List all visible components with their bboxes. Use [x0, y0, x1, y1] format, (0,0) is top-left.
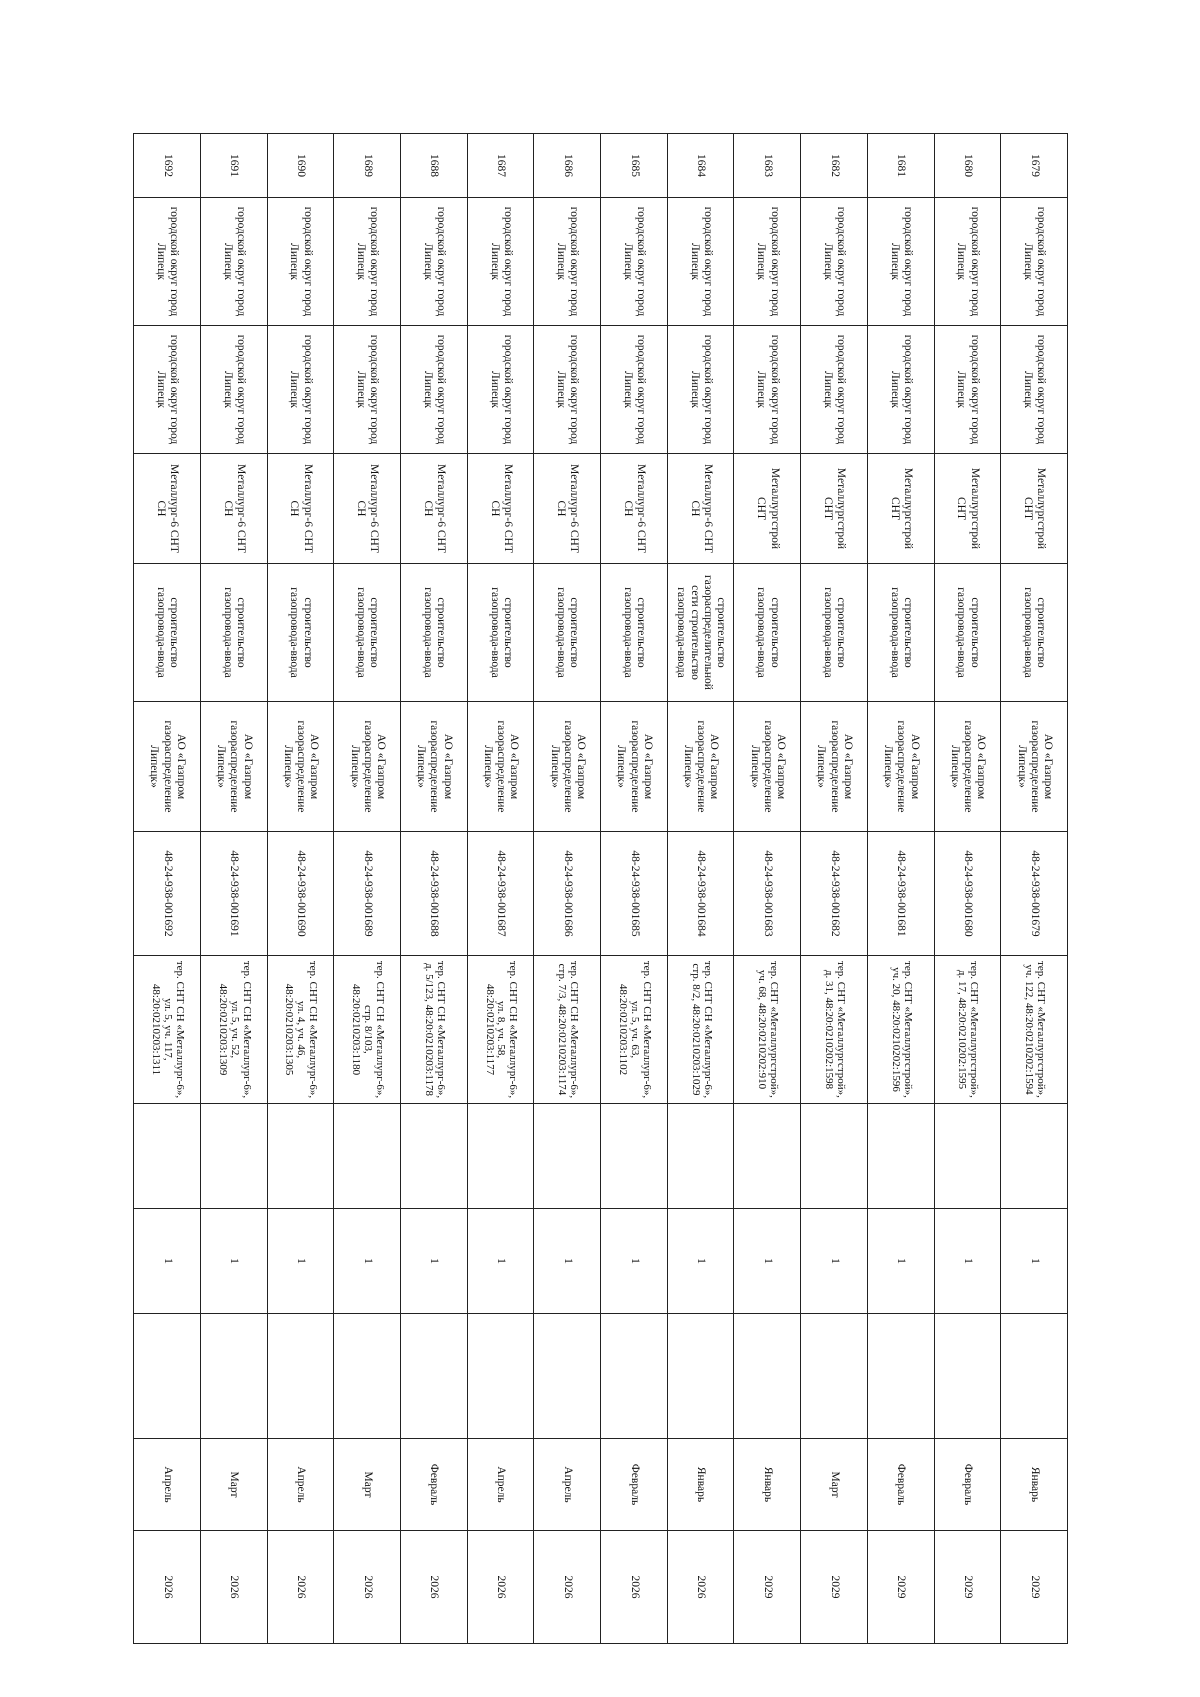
row-number-cell: 1690: [267, 134, 334, 198]
empty-cell: [467, 1314, 534, 1439]
snt-name-cell: Металлург-6 СНТ СН: [400, 454, 467, 564]
table-row: [734, 134, 801, 1644]
month-cell: Март: [801, 1439, 868, 1531]
year-cell: 2026: [467, 1531, 534, 1644]
year-cell: 2026: [267, 1531, 334, 1644]
row-number-cell: 1684: [667, 134, 734, 198]
address-cell: тер. СНТ «Металлургстрой», уч. 20, 48:20:0210202:1596: [867, 956, 934, 1104]
work-type-cell: строительство газопровода-ввода: [801, 564, 868, 702]
empty-cell: [801, 1314, 868, 1439]
organization-cell: АО «Газпром газораспределение Липецк»: [867, 702, 934, 832]
empty-cell: [1001, 1104, 1068, 1209]
address-cell: тер. СНТ СН «Металлург-6», ул. 5, уч. 117, 48:20:0210203:1311: [134, 956, 201, 1104]
year-cell: 2029: [934, 1531, 1001, 1644]
municipality-cell: городской округ город Липецк: [601, 198, 668, 326]
empty-cell: [934, 1104, 1001, 1209]
municipality-cell: городской округ город Липецк: [400, 198, 467, 326]
count-cell: 1: [667, 1209, 734, 1314]
municipality-cell: городской округ город Липецк: [467, 198, 534, 326]
row-number-cell: 1685: [601, 134, 668, 198]
month-cell: Апрель: [534, 1439, 601, 1531]
snt-name-cell: Металлург-6 СНТ СН: [267, 454, 334, 564]
month-cell: Апрель: [267, 1439, 334, 1531]
month-cell: Февраль: [867, 1439, 934, 1531]
application-id-cell: 48-24-938-001686: [534, 832, 601, 956]
empty-cell: [200, 1104, 267, 1209]
year-cell: 2029: [801, 1531, 868, 1644]
month-cell: Апрель: [467, 1439, 534, 1531]
empty-cell: [1001, 1314, 1068, 1439]
table-row: [934, 134, 1001, 1644]
settlement-cell: городской округ город Липецк: [400, 326, 467, 454]
empty-cell: [734, 1314, 801, 1439]
month-cell: Февраль: [400, 1439, 467, 1531]
empty-cell: [867, 1314, 934, 1439]
organization-cell: АО «Газпром газораспределение Липецк»: [200, 702, 267, 832]
settlement-cell: городской округ город Липецк: [134, 326, 201, 454]
address-cell: тер. СНТ СН «Металлург-6», ул. 5, уч. 52, 48:20:0210203:1309: [200, 956, 267, 1104]
application-id-cell: 48-24-938-001682: [801, 832, 868, 956]
settlement-cell: городской округ город Липецк: [200, 326, 267, 454]
application-id-cell: 48-24-938-001679: [1001, 832, 1068, 956]
municipality-cell: городской округ город Липецк: [134, 198, 201, 326]
empty-cell: [134, 1314, 201, 1439]
organization-cell: АО «Газпром газораспределение Липецк»: [467, 702, 534, 832]
application-id-cell: 48-24-938-001685: [601, 832, 668, 956]
municipality-cell: городской округ город Липецк: [534, 198, 601, 326]
address-cell: тер. СНТ «Металлургстрой», д. 17, 48:20:0210202:1595: [934, 956, 1001, 1104]
row-number-cell: 1679: [1001, 134, 1068, 198]
organization-cell: АО «Газпром газораспределение Липецк»: [734, 702, 801, 832]
organization-cell: АО «Газпром газораспределение Липецк»: [667, 702, 734, 832]
application-id-cell: 48-24-938-001687: [467, 832, 534, 956]
municipality-cell: городской округ город Липецк: [200, 198, 267, 326]
table-row: [334, 134, 401, 1644]
table-body: [134, 134, 1068, 1644]
row-number-cell: 1687: [467, 134, 534, 198]
settlement-cell: городской округ город Липецк: [667, 326, 734, 454]
organization-cell: АО «Газпром газораспределение Липецк»: [134, 702, 201, 832]
row-number-cell: 1681: [867, 134, 934, 198]
row-number-cell: 1689: [334, 134, 401, 198]
count-cell: 1: [1001, 1209, 1068, 1314]
empty-cell: [267, 1104, 334, 1209]
organization-cell: АО «Газпром газораспределение Липецк»: [400, 702, 467, 832]
snt-name-cell: Металлург-6 СНТ СН: [467, 454, 534, 564]
application-id-cell: 48-24-938-001684: [667, 832, 734, 956]
document-page: [133, 133, 1068, 1643]
empty-cell: [667, 1104, 734, 1209]
work-type-cell: строительство газопровода-ввода: [267, 564, 334, 702]
count-cell: 1: [267, 1209, 334, 1314]
empty-cell: [400, 1314, 467, 1439]
year-cell: 2026: [601, 1531, 668, 1644]
snt-name-cell: Металлург-6 СНТ СН: [534, 454, 601, 564]
empty-cell: [334, 1104, 401, 1209]
year-cell: 2029: [734, 1531, 801, 1644]
organization-cell: АО «Газпром газораспределение Липецк»: [267, 702, 334, 832]
municipality-cell: городской округ город Липецк: [334, 198, 401, 326]
count-cell: 1: [534, 1209, 601, 1314]
month-cell: Март: [200, 1439, 267, 1531]
empty-cell: [601, 1314, 668, 1439]
snt-name-cell: Металлург-6 СНТ СН: [667, 454, 734, 564]
empty-cell: [534, 1314, 601, 1439]
address-cell: тер. СНТ СН «Металлург-6», стр. 7/3, 48:20:0210203:1174: [534, 956, 601, 1104]
empty-cell: [867, 1104, 934, 1209]
application-id-cell: 48-24-938-001689: [334, 832, 401, 956]
application-id-cell: 48-24-938-001691: [200, 832, 267, 956]
count-cell: 1: [134, 1209, 201, 1314]
settlement-cell: городской округ город Липецк: [334, 326, 401, 454]
work-type-cell: строительство газопровода-ввода: [400, 564, 467, 702]
municipality-cell: городской округ город Липецк: [867, 198, 934, 326]
year-cell: 2026: [200, 1531, 267, 1644]
empty-cell: [667, 1314, 734, 1439]
month-cell: Январь: [1001, 1439, 1068, 1531]
count-cell: 1: [400, 1209, 467, 1314]
municipality-cell: городской округ город Липецк: [734, 198, 801, 326]
work-type-cell: строительство газопровода-ввода: [1001, 564, 1068, 702]
table-row: [667, 134, 734, 1644]
work-type-cell: строительство газораспределительной сети строительство газопровода-ввода: [667, 564, 734, 702]
snt-name-cell: Металлургстрой СНТ: [734, 454, 801, 564]
application-id-cell: 48-24-938-001681: [867, 832, 934, 956]
empty-cell: [801, 1104, 868, 1209]
count-cell: 1: [334, 1209, 401, 1314]
organization-cell: АО «Газпром газораспределение Липецк»: [334, 702, 401, 832]
empty-cell: [934, 1314, 1001, 1439]
organization-cell: АО «Газпром газораспределение Липецк»: [801, 702, 868, 832]
snt-name-cell: Металлургстрой СНТ: [867, 454, 934, 564]
settlement-cell: городской округ город Липецк: [467, 326, 534, 454]
empty-cell: [601, 1104, 668, 1209]
empty-cell: [534, 1104, 601, 1209]
settlement-cell: городской округ город Липецк: [934, 326, 1001, 454]
municipality-cell: городской округ город Липецк: [934, 198, 1001, 326]
month-cell: Февраль: [601, 1439, 668, 1531]
address-cell: тер. СНТ СН «Металлург-6», ул. 4, уч. 46, 48:20:0210203:1305: [267, 956, 334, 1104]
year-cell: 2026: [334, 1531, 401, 1644]
row-number-cell: 1680: [934, 134, 1001, 198]
snt-name-cell: Металлург-6 СНТ СН: [334, 454, 401, 564]
row-number-cell: 1683: [734, 134, 801, 198]
settlement-cell: городской округ город Липецк: [734, 326, 801, 454]
month-cell: Апрель: [134, 1439, 201, 1531]
month-cell: Январь: [667, 1439, 734, 1531]
address-cell: тер. СНТ СН «Металлург-6», ул. 8, уч. 58, 48:20:0210203:1177: [467, 956, 534, 1104]
application-id-cell: 48-24-938-001692: [134, 832, 201, 956]
empty-cell: [267, 1314, 334, 1439]
empty-cell: [734, 1104, 801, 1209]
municipality-cell: городской округ город Липецк: [1001, 198, 1068, 326]
application-id-cell: 48-24-938-001683: [734, 832, 801, 956]
empty-cell: [334, 1314, 401, 1439]
work-type-cell: строительство газопровода-ввода: [734, 564, 801, 702]
year-cell: 2026: [400, 1531, 467, 1644]
snt-name-cell: Металлург-6 СНТ СН: [601, 454, 668, 564]
year-cell: 2026: [667, 1531, 734, 1644]
table-row: [867, 134, 934, 1644]
settlement-cell: городской округ город Липецк: [534, 326, 601, 454]
work-type-cell: строительство газопровода-ввода: [534, 564, 601, 702]
count-cell: 1: [734, 1209, 801, 1314]
address-cell: тер. СНТ «Металлургстрой», уч. 68, 48:20:0210202:910: [734, 956, 801, 1104]
empty-cell: [200, 1314, 267, 1439]
row-number-cell: 1686: [534, 134, 601, 198]
settlement-cell: городской округ город Липецк: [267, 326, 334, 454]
count-cell: 1: [867, 1209, 934, 1314]
work-type-cell: строительство газопровода-ввода: [867, 564, 934, 702]
gasification-register-table: [133, 133, 1068, 1644]
count-cell: 1: [467, 1209, 534, 1314]
rotated-table-wrapper: [133, 133, 1068, 1643]
month-cell: Март: [334, 1439, 401, 1531]
municipality-cell: городской округ город Липецк: [267, 198, 334, 326]
organization-cell: АО «Газпром газораспределение Липецк»: [1001, 702, 1068, 832]
snt-name-cell: Металлургстрой СНТ: [934, 454, 1001, 564]
row-number-cell: 1691: [200, 134, 267, 198]
count-cell: 1: [601, 1209, 668, 1314]
work-type-cell: строительство газопровода-ввода: [134, 564, 201, 702]
empty-cell: [134, 1104, 201, 1209]
work-type-cell: строительство газопровода-ввода: [334, 564, 401, 702]
table-row: [1001, 134, 1068, 1644]
application-id-cell: 48-24-938-001690: [267, 832, 334, 956]
year-cell: 2026: [134, 1531, 201, 1644]
work-type-cell: строительство газопровода-ввода: [601, 564, 668, 702]
snt-name-cell: Металлург-6 СНТ СН: [134, 454, 201, 564]
organization-cell: АО «Газпром газораспределение Липецк»: [601, 702, 668, 832]
work-type-cell: строительство газопровода-ввода: [200, 564, 267, 702]
count-cell: 1: [801, 1209, 868, 1314]
table-row: [467, 134, 534, 1644]
table-row: [200, 134, 267, 1644]
address-cell: тер. СНТ СН «Металлург-6», д. 5/123, 48:20:0210203:1178: [400, 956, 467, 1104]
snt-name-cell: Металлургстрой СНТ: [801, 454, 868, 564]
address-cell: тер. СНТ СН «Металлург-6», ул. 5, уч. 63, 48:20:0210203:1102: [601, 956, 668, 1104]
year-cell: 2029: [867, 1531, 934, 1644]
month-cell: Январь: [734, 1439, 801, 1531]
address-cell: тер. СНТ СН «Металлург-6», стр. 8/2, 48:20:0210203:1029: [667, 956, 734, 1104]
application-id-cell: 48-24-938-001688: [400, 832, 467, 956]
table-row: [801, 134, 868, 1644]
snt-name-cell: Металлург-6 СНТ СН: [200, 454, 267, 564]
month-cell: Февраль: [934, 1439, 1001, 1531]
row-number-cell: 1682: [801, 134, 868, 198]
empty-cell: [400, 1104, 467, 1209]
table-row: [601, 134, 668, 1644]
year-cell: 2026: [534, 1531, 601, 1644]
table-row: [267, 134, 334, 1644]
settlement-cell: городской округ город Липецк: [867, 326, 934, 454]
work-type-cell: строительство газопровода-ввода: [467, 564, 534, 702]
settlement-cell: городской округ город Липецк: [1001, 326, 1068, 454]
settlement-cell: городской округ город Липецк: [801, 326, 868, 454]
year-cell: 2029: [1001, 1531, 1068, 1644]
organization-cell: АО «Газпром газораспределение Липецк»: [934, 702, 1001, 832]
work-type-cell: строительство газопровода-ввода: [934, 564, 1001, 702]
empty-cell: [467, 1104, 534, 1209]
table-row: [400, 134, 467, 1644]
address-cell: тер. СНТ «Металлургстрой», д. 31, 48:20:0210202:1598: [801, 956, 868, 1104]
table-row: [134, 134, 201, 1644]
count-cell: 1: [200, 1209, 267, 1314]
table-row: [534, 134, 601, 1644]
count-cell: 1: [934, 1209, 1001, 1314]
row-number-cell: 1692: [134, 134, 201, 198]
address-cell: тер. СНТ СН «Металлург-6», стр. 8/103, 48:20:0210203:1180: [334, 956, 401, 1104]
snt-name-cell: Металлургстрой СНТ: [1001, 454, 1068, 564]
row-number-cell: 1688: [400, 134, 467, 198]
application-id-cell: 48-24-938-001680: [934, 832, 1001, 956]
address-cell: тер. СНТ «Металлургстрой», уч. 122, 48:20:0210202:1594: [1001, 956, 1068, 1104]
municipality-cell: городской округ город Липецк: [801, 198, 868, 326]
settlement-cell: городской округ город Липецк: [601, 326, 668, 454]
organization-cell: АО «Газпром газораспределение Липецк»: [534, 702, 601, 832]
municipality-cell: городской округ город Липецк: [667, 198, 734, 326]
